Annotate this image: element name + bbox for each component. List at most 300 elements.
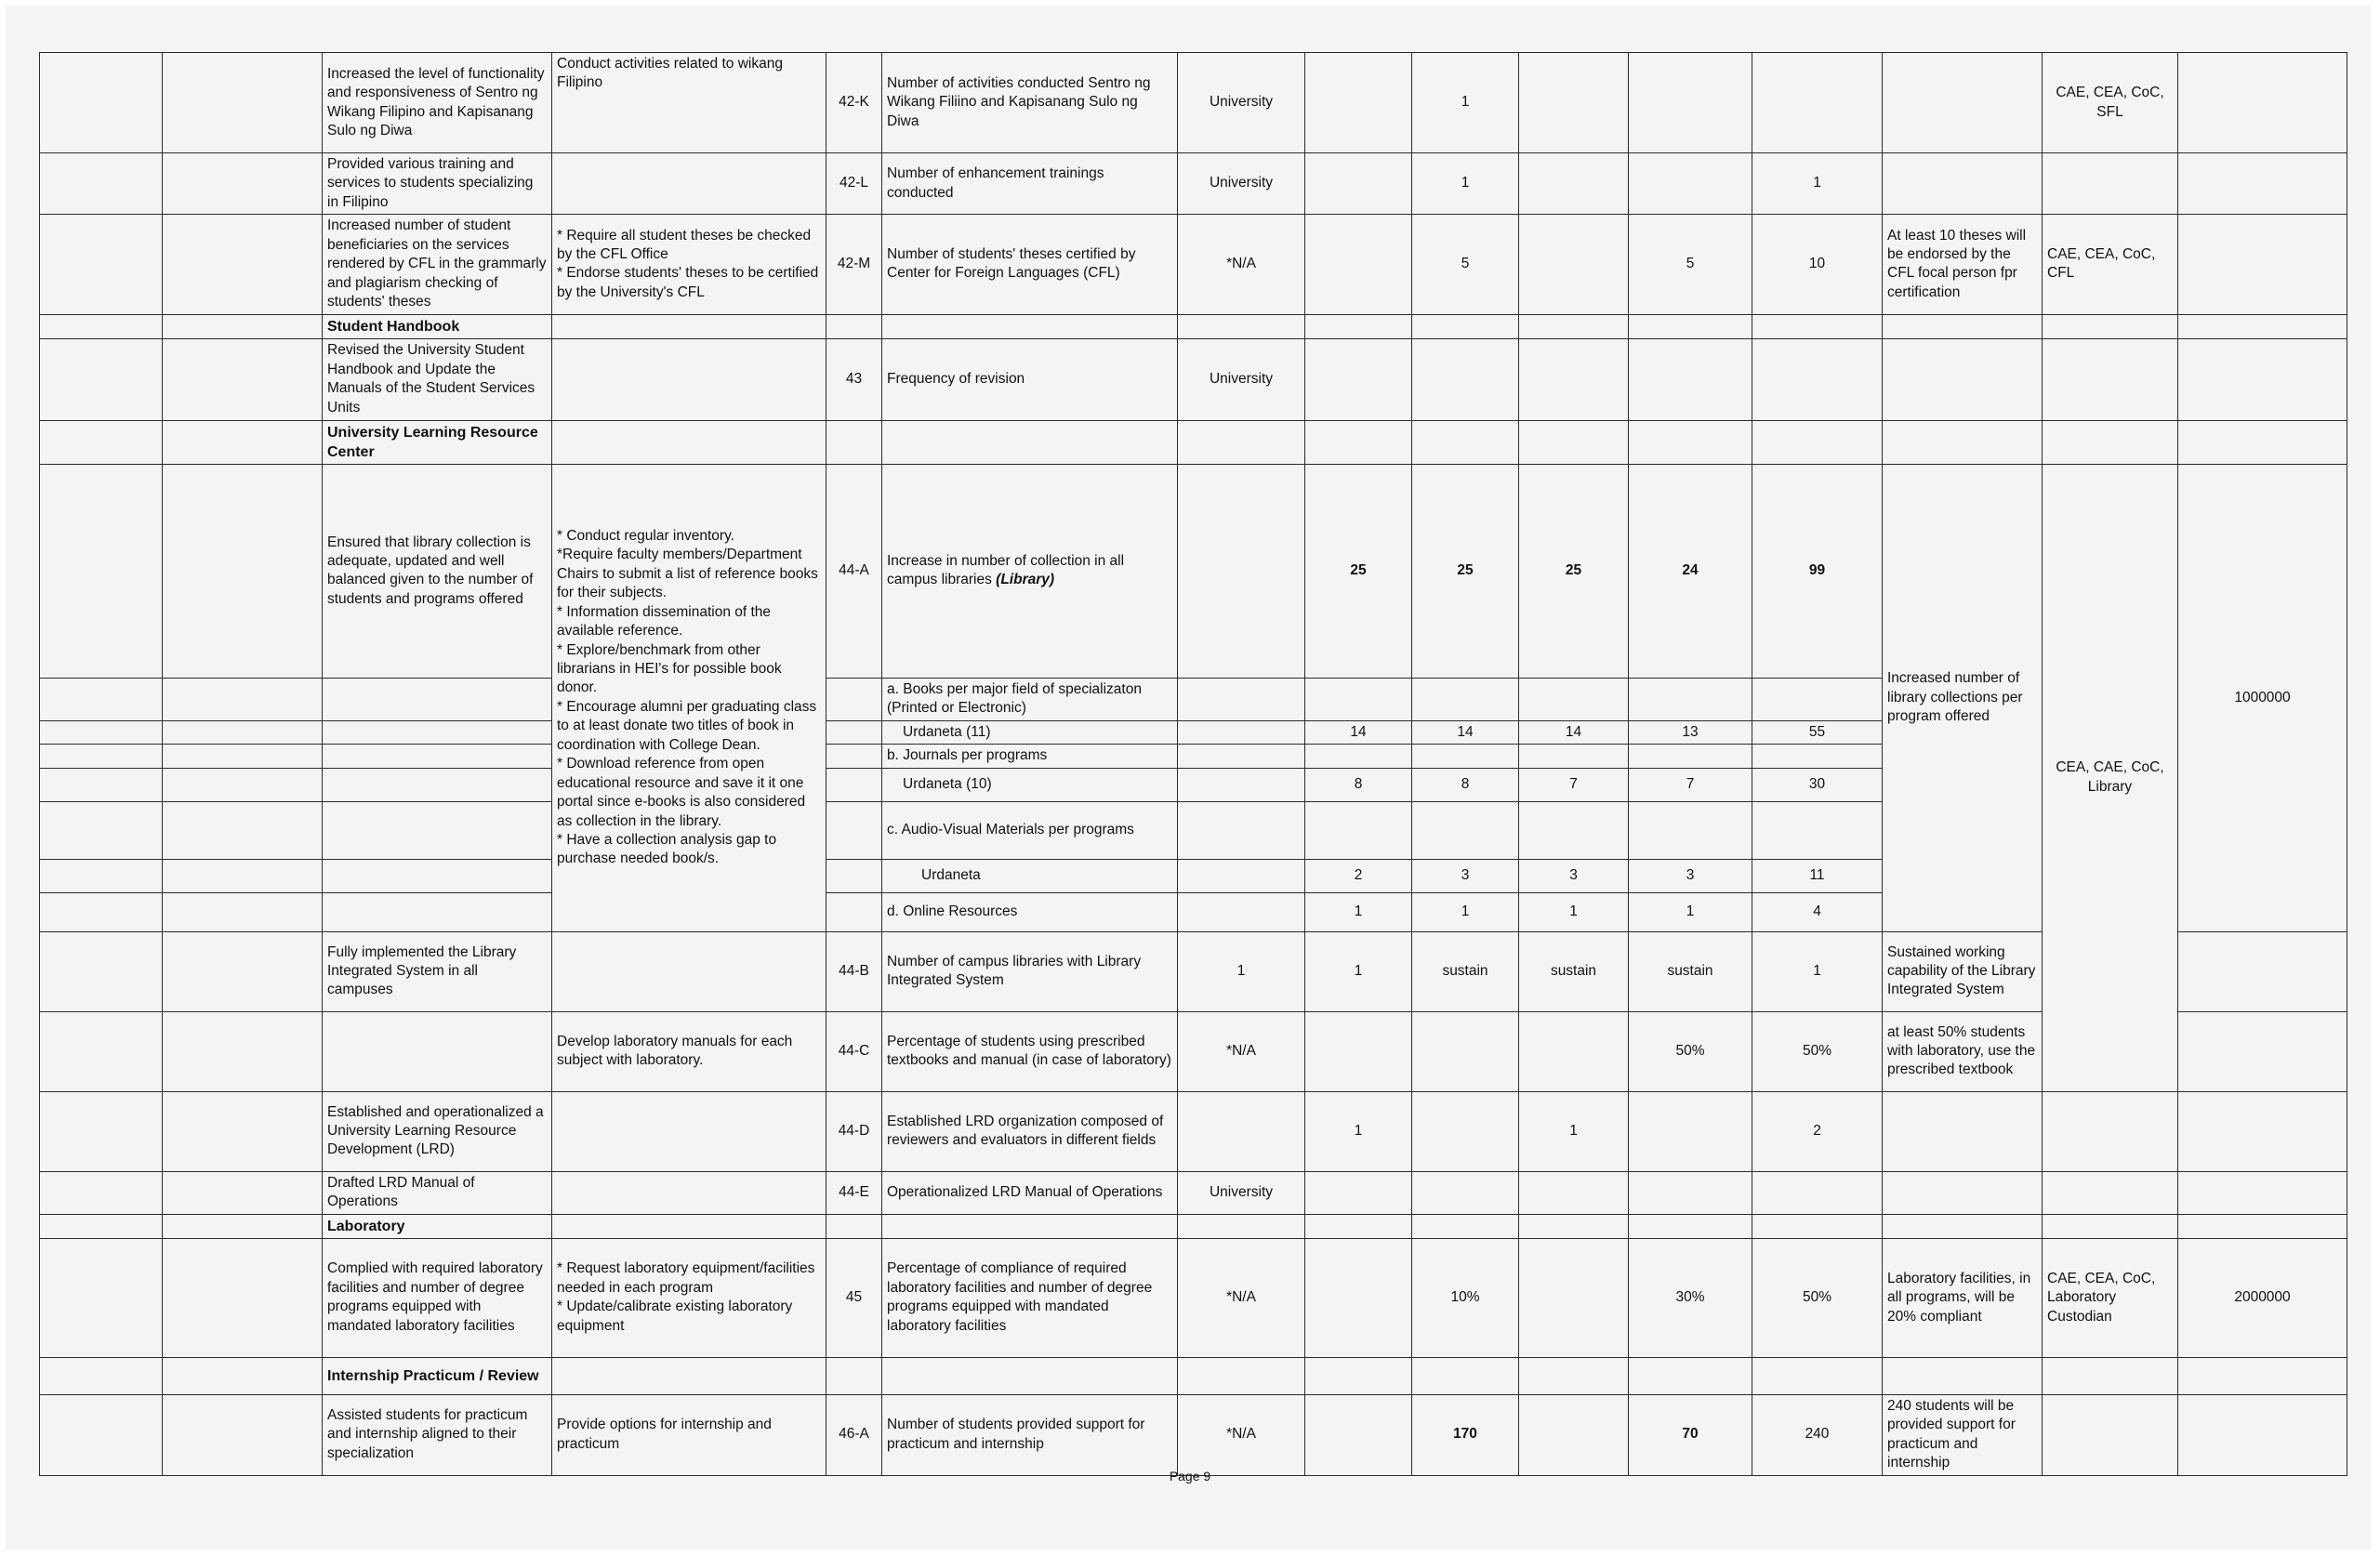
section-row-ulrc xyxy=(40,420,2347,464)
target-cell xyxy=(1883,153,2043,215)
cell-empty xyxy=(1305,678,1412,720)
cell-empty xyxy=(1178,892,1305,931)
outcome-cell: Assisted students for practicum and internship aligned to their specialization xyxy=(323,1394,552,1475)
outcome-cell: Drafted LRD Manual of Operations xyxy=(323,1171,552,1214)
section-title: Internship Practicum / Review xyxy=(323,1357,552,1394)
indicator-cell: Percentage of compliance of required laboratory facilities and number of degree programs equipped with mandated laboratory facilities xyxy=(882,1238,1178,1357)
cell-empty xyxy=(1305,420,1412,464)
table-row-46a xyxy=(40,1394,2347,1475)
cell-empty xyxy=(163,215,323,314)
strategy-cell xyxy=(552,1171,826,1214)
cell-empty xyxy=(1752,801,1883,859)
cell-empty xyxy=(552,314,826,338)
cell-empty xyxy=(1178,420,1305,464)
indicator-cell: Number of campus libraries with Library Integrated System xyxy=(882,931,1178,1011)
year2-cell: 1 xyxy=(1412,892,1519,931)
cell-empty xyxy=(1519,1214,1629,1238)
year1-cell: 1 xyxy=(1305,931,1412,1011)
cell-empty xyxy=(2178,314,2347,338)
cell-empty xyxy=(40,1171,163,1214)
cell-empty xyxy=(40,464,163,678)
section-title: University Learning Resource Center xyxy=(323,420,552,464)
cell-empty xyxy=(1883,1357,2043,1394)
cell-empty xyxy=(40,745,163,768)
cell-empty xyxy=(40,1011,163,1091)
outcome-cell: Revised the University Student Handbook and Update the Manuals of the Student Services Units xyxy=(323,338,552,420)
year2-cell: 10% xyxy=(1412,1238,1519,1357)
cell-empty xyxy=(40,1238,163,1357)
cell-empty xyxy=(40,720,163,744)
cell-empty xyxy=(1178,801,1305,859)
cell-empty xyxy=(40,1214,163,1238)
cell-empty xyxy=(1305,1214,1412,1238)
indicator-cell: b. Journals per programs xyxy=(882,745,1178,768)
year1-cell: 2 xyxy=(1305,859,1412,892)
cell-empty xyxy=(1752,420,1883,464)
target-cell: at least 50% students with laboratory, use the prescribed textbook xyxy=(1883,1011,2043,1091)
cell-empty xyxy=(40,801,163,859)
cell-empty xyxy=(1178,745,1305,768)
year2-cell xyxy=(1412,1011,1519,1091)
year4-cell: 50% xyxy=(1629,1011,1752,1091)
operational-plan-table xyxy=(39,52,2347,1476)
cell-empty xyxy=(1305,1171,1412,1214)
cell-empty xyxy=(40,859,163,892)
year3-cell: 14 xyxy=(1519,720,1629,744)
year2-cell: 14 xyxy=(1412,720,1519,744)
total-cell: 55 xyxy=(1752,720,1883,744)
cell-empty xyxy=(163,678,323,720)
cell-empty xyxy=(163,768,323,801)
indicator-cell: c. Audio-Visual Materials per programs xyxy=(882,801,1178,859)
cell-empty xyxy=(1752,338,1883,420)
indicator-cell: Frequency of revision xyxy=(882,338,1178,420)
year3-cell: 7 xyxy=(1519,768,1629,801)
office-cell xyxy=(2043,153,2178,215)
budget-cell xyxy=(2178,1394,2347,1475)
indicator-cell xyxy=(882,464,1178,678)
baseline-cell: University xyxy=(1178,53,1305,153)
year1-cell xyxy=(1305,215,1412,314)
cell-empty xyxy=(163,745,323,768)
budget-cell xyxy=(2178,153,2347,215)
target-cell: 240 students will be provided support for practicum and internship xyxy=(1883,1394,2043,1475)
baseline-cell: 1 xyxy=(1178,931,1305,1011)
cell-empty xyxy=(1519,801,1629,859)
target-cell: Laboratory facilities, in all programs, will be 20% compliant xyxy=(1883,1238,2043,1357)
year4-cell xyxy=(1629,1091,1752,1171)
cell-empty xyxy=(1629,338,1752,420)
cell-empty xyxy=(1412,314,1519,338)
strategy-cell: Conduct activities related to wikang Filipino xyxy=(552,53,826,153)
cell-empty xyxy=(1178,1357,1305,1394)
total-cell: 50% xyxy=(1752,1238,1883,1357)
cell-empty xyxy=(882,314,1178,338)
cell-empty xyxy=(1752,678,1883,720)
cell-empty xyxy=(1752,745,1883,768)
cell-empty xyxy=(1178,1214,1305,1238)
page-number: Page 9 xyxy=(1169,1469,1211,1483)
indicator-cell: a. Books per major field of specializaton (Printed or Electronic) xyxy=(882,678,1178,720)
cell-empty xyxy=(1752,1171,1883,1214)
code-cell: 46-A xyxy=(826,1394,882,1475)
code-cell: 44-A xyxy=(826,464,882,678)
indicator-emphasis: (Library) xyxy=(996,572,1055,588)
office-cell: CAE, CEA, CoC, CFL xyxy=(2043,215,2178,314)
table-row-44b xyxy=(40,931,2347,1011)
cell-empty xyxy=(40,1357,163,1394)
table-row-44e xyxy=(40,1171,2347,1214)
cell-empty xyxy=(1629,420,1752,464)
table-row-44a xyxy=(40,464,2347,678)
strategy-cell: * Conduct regular inventory. *Require faculty members/Department Chairs to submit a list of reference books for their subjects. * Information dissemination of the available reference. * Explore/benchmark from other librarians in HEI's for possible book donor. * Encourage alumni per graduating class to at least donate two titles of book in coordination with College Dean. * Download reference from open educational resource and save it it one portal since e-books is also considered as collection in the library. * Have a collection analysis gap to purchase needed book/s. xyxy=(552,464,826,931)
table-row-42k xyxy=(40,53,2347,153)
cell-empty xyxy=(163,892,323,931)
year4-cell: 70 xyxy=(1629,1394,1752,1475)
target-cell xyxy=(1883,1091,2043,1171)
cell-empty xyxy=(1883,1214,2043,1238)
cell-empty xyxy=(882,420,1178,464)
cell-empty xyxy=(1178,678,1305,720)
office-cell xyxy=(2043,1091,2178,1171)
total-cell: 10 xyxy=(1752,215,1883,314)
year3-cell: sustain xyxy=(1519,931,1629,1011)
cell-empty xyxy=(1629,1214,1752,1238)
strategy-cell xyxy=(552,931,826,1011)
cell-empty xyxy=(1519,338,1629,420)
year1-cell xyxy=(1305,1394,1412,1475)
cell-empty xyxy=(40,1394,163,1475)
indicator-cell: Urdaneta (10) xyxy=(882,768,1178,801)
cell-empty xyxy=(163,153,323,215)
indicator-cell: Urdaneta (11) xyxy=(882,720,1178,744)
cell-empty xyxy=(826,859,882,892)
baseline-cell: *N/A xyxy=(1178,1238,1305,1357)
table-row-44c xyxy=(40,1011,2347,1091)
cell-empty xyxy=(1178,859,1305,892)
cell-empty xyxy=(2043,1171,2178,1214)
indicator-cell: Operationalized LRD Manual of Operations xyxy=(882,1171,1178,1214)
baseline-cell: University xyxy=(1178,153,1305,215)
cell-empty xyxy=(1883,1171,2043,1214)
cell-empty xyxy=(1178,314,1305,338)
cell-empty xyxy=(1305,801,1412,859)
cell-empty xyxy=(163,1394,323,1475)
cell-empty xyxy=(40,1091,163,1171)
target-cell: Sustained working capability of the Library Integrated System xyxy=(1883,931,2043,1011)
year1-cell xyxy=(1305,153,1412,215)
cell-empty xyxy=(2043,314,2178,338)
cell-empty xyxy=(1412,678,1519,720)
cell-empty xyxy=(40,768,163,801)
cell-empty xyxy=(826,892,882,931)
cell-empty xyxy=(2178,1214,2347,1238)
cell-empty xyxy=(1305,745,1412,768)
year2-cell: 1 xyxy=(1412,153,1519,215)
cell-empty xyxy=(163,338,323,420)
outcome-cell: Provided various training and services to students specializing in Filipino xyxy=(323,153,552,215)
cell-empty xyxy=(163,314,323,338)
cell-empty xyxy=(826,768,882,801)
code-cell: 42-L xyxy=(826,153,882,215)
office-cell: CAE, CEA, CoC, Laboratory Custodian xyxy=(2043,1238,2178,1357)
section-row-student-handbook xyxy=(40,314,2347,338)
indicator-text: Increase in number of collection in all campus libraries xyxy=(887,553,1125,588)
outcome-cell: Increased number of student beneficiaries on the services rendered by CFL in the grammarly and plagiarism checking of students' theses xyxy=(323,215,552,314)
cell-empty xyxy=(40,53,163,153)
cell-empty xyxy=(323,892,552,931)
cell-empty xyxy=(2178,338,2347,420)
cell-empty xyxy=(1883,420,2043,464)
cell-empty xyxy=(1629,678,1752,720)
outcome-cell: Increased the level of functionality and responsiveness of Sentro ng Wikang Filipino and Kapisanang Sulo ng Diwa xyxy=(323,53,552,153)
table-row-42m xyxy=(40,215,2347,314)
cell-empty xyxy=(1883,314,2043,338)
cell-empty xyxy=(163,931,323,1011)
year1-cell xyxy=(1305,1238,1412,1357)
baseline-cell xyxy=(1178,1091,1305,1171)
cell-empty xyxy=(2043,420,2178,464)
code-cell: 42-K xyxy=(826,53,882,153)
baseline-cell: University xyxy=(1178,338,1305,420)
cell-empty xyxy=(1752,1214,1883,1238)
section-row-internship xyxy=(40,1357,2347,1394)
cell-empty xyxy=(826,745,882,768)
year2-cell xyxy=(1412,1091,1519,1171)
total-cell: 99 xyxy=(1752,464,1883,678)
cell-empty xyxy=(163,420,323,464)
year3-cell: 1 xyxy=(1519,892,1629,931)
cell-empty xyxy=(323,768,552,801)
year1-cell: 8 xyxy=(1305,768,1412,801)
year4-cell: sustain xyxy=(1629,931,1752,1011)
year4-cell: 24 xyxy=(1629,464,1752,678)
cell-empty xyxy=(163,1091,323,1171)
cell-empty xyxy=(1412,1171,1519,1214)
cell-empty xyxy=(1412,801,1519,859)
strategy-cell xyxy=(552,153,826,215)
strategy-cell xyxy=(552,1091,826,1171)
cell-empty xyxy=(1883,338,2043,420)
year3-cell xyxy=(1519,1394,1629,1475)
year1-cell xyxy=(1305,53,1412,153)
cell-empty xyxy=(40,338,163,420)
cell-empty xyxy=(826,720,882,744)
year4-cell: 30% xyxy=(1629,1238,1752,1357)
cell-empty xyxy=(1629,1171,1752,1214)
total-cell xyxy=(1752,53,1883,153)
strategy-cell: Provide options for internship and practicum xyxy=(552,1394,826,1475)
code-cell: 43 xyxy=(826,338,882,420)
total-cell: 30 xyxy=(1752,768,1883,801)
cell-empty xyxy=(1752,314,1883,338)
year2-cell: 170 xyxy=(1412,1394,1519,1475)
outcome-cell xyxy=(323,1011,552,1091)
office-cell: CAE, CEA, CoC, SFL xyxy=(2043,53,2178,153)
indicator-cell: Number of students' theses certified by Center for Foreign Languages (CFL) xyxy=(882,215,1178,314)
strategy-cell xyxy=(552,338,826,420)
cell-empty xyxy=(323,801,552,859)
cell-empty xyxy=(2178,1357,2347,1394)
cell-empty xyxy=(826,1357,882,1394)
budget-cell xyxy=(2178,1091,2347,1171)
year1-cell: 1 xyxy=(1305,892,1412,931)
cell-empty xyxy=(1519,1357,1629,1394)
cell-empty xyxy=(40,892,163,931)
budget-cell xyxy=(2178,931,2347,1011)
baseline-cell: *N/A xyxy=(1178,1394,1305,1475)
cell-empty xyxy=(163,1171,323,1214)
cell-empty xyxy=(1305,314,1412,338)
cell-empty xyxy=(2178,420,2347,464)
cell-empty xyxy=(1519,678,1629,720)
year4-cell xyxy=(1629,153,1752,215)
baseline-cell: *N/A xyxy=(1178,1011,1305,1091)
year3-cell xyxy=(1519,53,1629,153)
indicator-cell: d. Online Resources xyxy=(882,892,1178,931)
cell-empty xyxy=(552,1214,826,1238)
baseline-cell: *N/A xyxy=(1178,215,1305,314)
year3-cell xyxy=(1519,215,1629,314)
budget-cell: 1000000 xyxy=(2178,464,2347,931)
baseline-cell: University xyxy=(1178,1171,1305,1214)
budget-cell xyxy=(2178,1011,2347,1091)
indicator-cell: Number of activities conducted Sentro ng Wikang Filiino and Kapisanang Sulo ng Diwa xyxy=(882,53,1178,153)
year4-cell: 5 xyxy=(1629,215,1752,314)
outcome-cell: Ensured that library collection is adequate, updated and well balanced given to the number of students and programs offered xyxy=(323,464,552,678)
outcome-cell: Established and operationalized a University Learning Resource Development (LRD) xyxy=(323,1091,552,1171)
cell-empty xyxy=(163,1011,323,1091)
office-cell: CEA, CAE, CoC, Library xyxy=(2043,464,2178,1091)
baseline-cell xyxy=(1178,464,1305,678)
total-cell: 240 xyxy=(1752,1394,1883,1475)
cell-empty xyxy=(826,1214,882,1238)
indicator-cell: Urdaneta xyxy=(882,859,1178,892)
total-cell: 4 xyxy=(1752,892,1883,931)
cell-empty xyxy=(1629,745,1752,768)
year4-cell: 1 xyxy=(1629,892,1752,931)
year3-cell xyxy=(1519,153,1629,215)
year2-cell: 25 xyxy=(1412,464,1519,678)
year3-cell: 25 xyxy=(1519,464,1629,678)
cell-empty xyxy=(1412,745,1519,768)
year3-cell: 3 xyxy=(1519,859,1629,892)
indicator-cell: Percentage of students using prescribed textbooks and manual (in case of laboratory) xyxy=(882,1011,1178,1091)
cell-empty xyxy=(40,153,163,215)
cell-empty xyxy=(1519,745,1629,768)
target-cell: At least 10 theses will be endorsed by the CFL focal person fpr certification xyxy=(1883,215,2043,314)
cell-empty xyxy=(1412,338,1519,420)
year2-cell: 5 xyxy=(1412,215,1519,314)
cell-empty xyxy=(1752,1357,1883,1394)
cell-empty xyxy=(1629,801,1752,859)
indicator-cell: Established LRD organization composed of reviewers and evaluators in different fields xyxy=(882,1091,1178,1171)
cell-empty xyxy=(1412,420,1519,464)
year4-cell xyxy=(1629,53,1752,153)
code-cell: 44-D xyxy=(826,1091,882,1171)
year1-cell: 1 xyxy=(1305,1091,1412,1171)
code-cell: 42-M xyxy=(826,215,882,314)
table-row-45 xyxy=(40,1238,2347,1357)
table-row-44d xyxy=(40,1091,2347,1171)
cell-empty xyxy=(2043,1214,2178,1238)
cell-empty xyxy=(163,464,323,678)
year3-cell xyxy=(1519,1011,1629,1091)
outcome-cell: Fully implemented the Library Integrated System in all campuses xyxy=(323,931,552,1011)
cell-empty xyxy=(826,678,882,720)
year1-cell: 25 xyxy=(1305,464,1412,678)
cell-empty xyxy=(163,859,323,892)
cell-empty xyxy=(163,720,323,744)
section-title: Student Handbook xyxy=(323,314,552,338)
cell-empty xyxy=(882,1214,1178,1238)
cell-empty xyxy=(882,1357,1178,1394)
code-cell: 44-B xyxy=(826,931,882,1011)
year2-cell: 8 xyxy=(1412,768,1519,801)
total-cell: 1 xyxy=(1752,153,1883,215)
total-cell: 11 xyxy=(1752,859,1883,892)
cell-empty xyxy=(40,215,163,314)
cell-empty xyxy=(1629,314,1752,338)
year2-cell: sustain xyxy=(1412,931,1519,1011)
office-cell xyxy=(2043,1394,2178,1475)
year2-cell: 3 xyxy=(1412,859,1519,892)
cell-empty xyxy=(40,420,163,464)
cell-empty xyxy=(1519,1171,1629,1214)
cell-empty xyxy=(1305,1357,1412,1394)
indicator-cell: Number of enhancement trainings conducted xyxy=(882,153,1178,215)
table-row-43 xyxy=(40,338,2347,420)
budget-cell xyxy=(2178,215,2347,314)
cell-empty xyxy=(163,801,323,859)
cell-empty xyxy=(1178,768,1305,801)
cell-empty xyxy=(1629,1357,1752,1394)
total-cell: 50% xyxy=(1752,1011,1883,1091)
code-cell: 44-E xyxy=(826,1171,882,1214)
indicator-cell: Number of students provided support for practicum and internship xyxy=(882,1394,1178,1475)
year3-cell xyxy=(1519,1238,1629,1357)
budget-cell: 2000000 xyxy=(2178,1238,2347,1357)
cell-empty xyxy=(323,678,552,720)
code-cell: 44-C xyxy=(826,1011,882,1091)
section-title: Laboratory xyxy=(323,1214,552,1238)
cell-empty xyxy=(1412,1214,1519,1238)
outcome-cell: Complied with required laboratory facilities and number of degree programs equipped with mandated laboratory facilities xyxy=(323,1238,552,1357)
scanned-page xyxy=(6,6,2371,1550)
cell-empty xyxy=(1519,420,1629,464)
year1-cell: 14 xyxy=(1305,720,1412,744)
cell-empty xyxy=(1178,720,1305,744)
target-cell xyxy=(1883,53,2043,153)
year4-cell: 13 xyxy=(1629,720,1752,744)
year4-cell: 7 xyxy=(1629,768,1752,801)
year2-cell: 1 xyxy=(1412,53,1519,153)
cell-empty xyxy=(163,1238,323,1357)
strategy-cell: Develop laboratory manuals for each subject with laboratory. xyxy=(552,1011,826,1091)
cell-empty xyxy=(1305,338,1412,420)
section-row-laboratory xyxy=(40,1214,2347,1238)
target-cell: Increased number of library collections per program offered xyxy=(1883,464,2043,931)
cell-empty xyxy=(826,801,882,859)
strategy-cell: * Require all student theses be checked by the CFL Office * Endorse students' theses to be certified by the University's CFL xyxy=(552,215,826,314)
cell-empty xyxy=(826,314,882,338)
year3-cell: 1 xyxy=(1519,1091,1629,1171)
code-cell: 45 xyxy=(826,1238,882,1357)
cell-empty xyxy=(1519,314,1629,338)
cell-empty xyxy=(2043,338,2178,420)
cell-empty xyxy=(40,314,163,338)
cell-empty xyxy=(1412,1357,1519,1394)
